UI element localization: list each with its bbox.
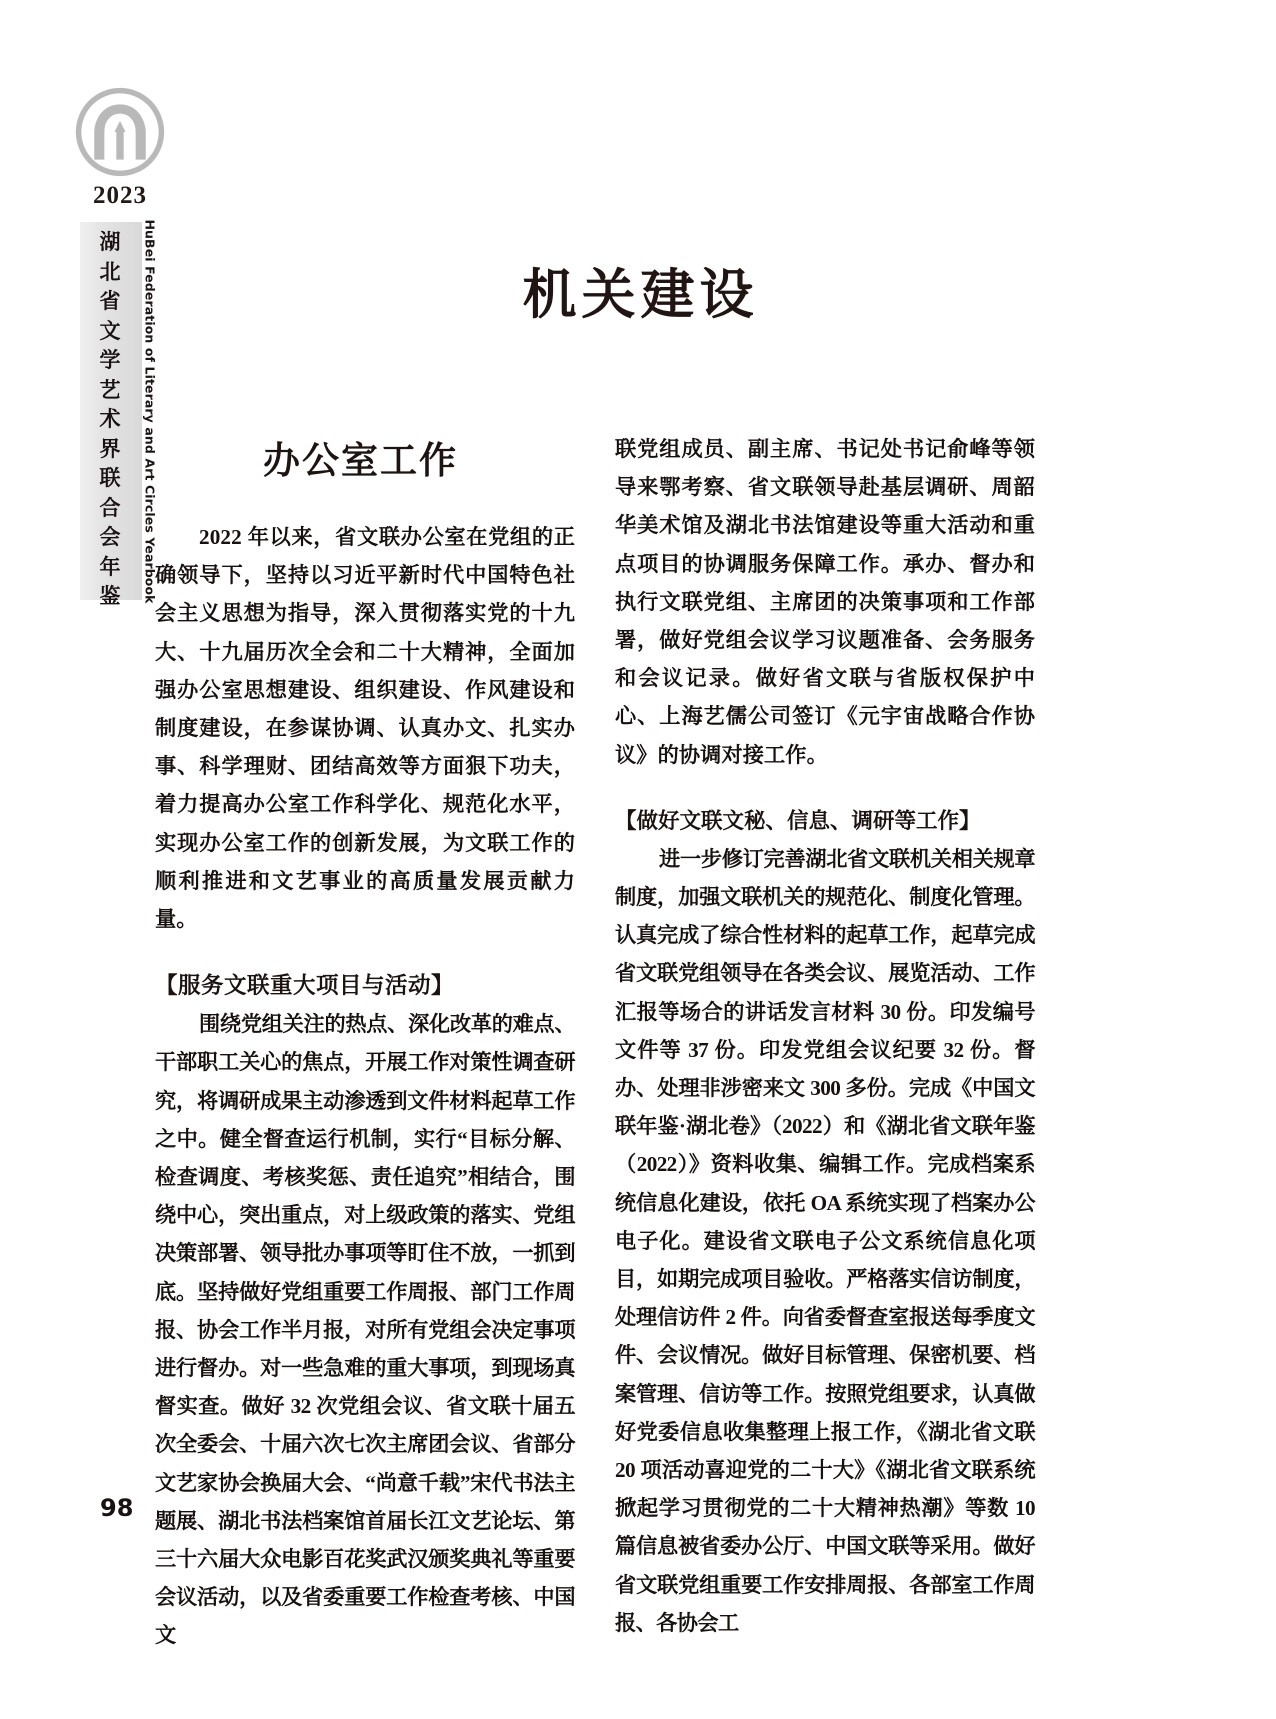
brand-char: 合 <box>99 495 121 520</box>
subheading-major-projects: 【服务文联重大项目与活动】 <box>155 973 455 1000</box>
section-title-office-work: 办公室工作 <box>263 439 458 482</box>
brand-char: 联 <box>99 466 121 490</box>
brand-char: 北 <box>99 259 121 284</box>
brand-char: 文 <box>99 318 121 343</box>
page-number: 98 <box>100 1494 134 1522</box>
brand-char: 艺 <box>99 377 121 402</box>
hubei-federation-emblem-icon <box>74 86 166 178</box>
paragraph-major-projects: 围绕党组关注的热点、深化改革的难点、干部职工关心的焦点，开展工作对策性调查研究，将调研成果主动渗透到文件材料起草工作之中。健全督查运行机制，实行“目标分解、检查调度、考核奖惩、责任追究”相结合，围绕中心，突出重点，对上级政策的落实、党组决策部署、领导批办事项等盯住不放，一抓到底。坚持做好党组重要工作周报、部门工作周报、协会工作半月报，对所有党组会决定事项进行督办。对一些急难的重大事项，到现场真督实查。做好 32 次党组会议、省文联十届五次全委会、十届六次七次主席团会议、省部分文艺家协会换届大会、“尚意千载”宋代书法主题展、湖北书法档案馆首届长江文艺论坛、第三十六届大众电影百花奖武汉颁奖典礼等重要会议活动，以及省委重要工作检查考核、中国文 <box>155 1012 575 1648</box>
paragraph-secretarial-information-research: 进一步修订完善湖北省文联机关相关规章制度，加强文联机关的规范化、制度化管理。认真完成了综合性材料的起草工作，起草完成省文联党组领导在各类会议、展览活动、工作汇报等场合的讲话发言材料 30 份。印发编号文件等 37 份。印发党组会议纪要 32 份。督办、处理非涉密来文 300 多份。完成《中国文联年鉴·湖北卷》（2022）和《湖北省文联年鉴（2022）》资料收集、编辑工作。完成档案系统信息化建设，依托 OA 系统实现了档案办公电子化。建设省文联电子公文系统信息化项目，如期完成项目验收。严格落实信访制度，处理信访件 2 件。向省委督查室报送每季度文件、会议情况。做好目标管理、保密机要、档案管理、信访等工作。按照党组要求，认真做好党委信息收集整理上报工作，《湖北省文联 20 项活动喜迎党的二十大》《湖北省文联系统掀起学习贯彻党的二十大精神热潮》等数 10 篇信息被省委办公厅、中国文联等采用。做好省文联党组重要工作安排周报、各部室工作周报、各协会工 <box>615 846 1035 1635</box>
page-title: 机关建设 <box>522 263 759 327</box>
brand-char: 会 <box>99 525 121 549</box>
brand-char: 界 <box>99 436 121 461</box>
subheading-secretarial-information-research: 【做好文联文秘、信息、调研等工作】 <box>615 808 981 834</box>
paragraph-major-projects-continued: 联党组成员、副主席、书记处书记俞峰等领导来鄂考察、省文联领导赴基层调研、周韶华美术馆及湖北书法馆建设等重大活动和重点项目的协调服务保障工作。承办、督办和执行文联党组、主席团的决策事项和工作部署，做好党组会议学习议题准备、会务服务和会议记录。做好省文联与省版权保护中心、上海艺儒公司签订《元宇宙战略合作协议》的协调对接工作。 <box>615 437 1035 767</box>
right-column <box>615 430 1035 1642</box>
brand-char: 鉴 <box>99 584 121 608</box>
brand-char: 学 <box>99 348 121 372</box>
brand-char: 湖 <box>99 230 121 254</box>
brand-char: 年 <box>99 554 121 579</box>
brand-char: 术 <box>99 407 121 431</box>
brand-english-text: HuBei Federation of Literary and Art Circles Yearbook <box>142 219 158 604</box>
brand-year: 2023 <box>93 182 147 209</box>
brand-char: 省 <box>99 289 121 313</box>
left-column <box>155 430 575 1655</box>
paragraph-office-overview: 2022 年以来，省文联办公室在党组的正确领导下，坚持以习近平新时代中国特色社会主义思想为指导，深入贯彻落实党的十九大、十九届历次全会和二十大精神，全面加强办公室思想建设、组织建设、作风建设和制度建设，在参谋协调、认真办文、扎实办事、科学理财、团结高效等方面狠下功夫，着力提高办公室工作科学化、规范化水平，实现办公室工作的创新发展，为文联工作的顺利推进和文艺事业的高质量发展贡献力量。 <box>155 525 575 932</box>
